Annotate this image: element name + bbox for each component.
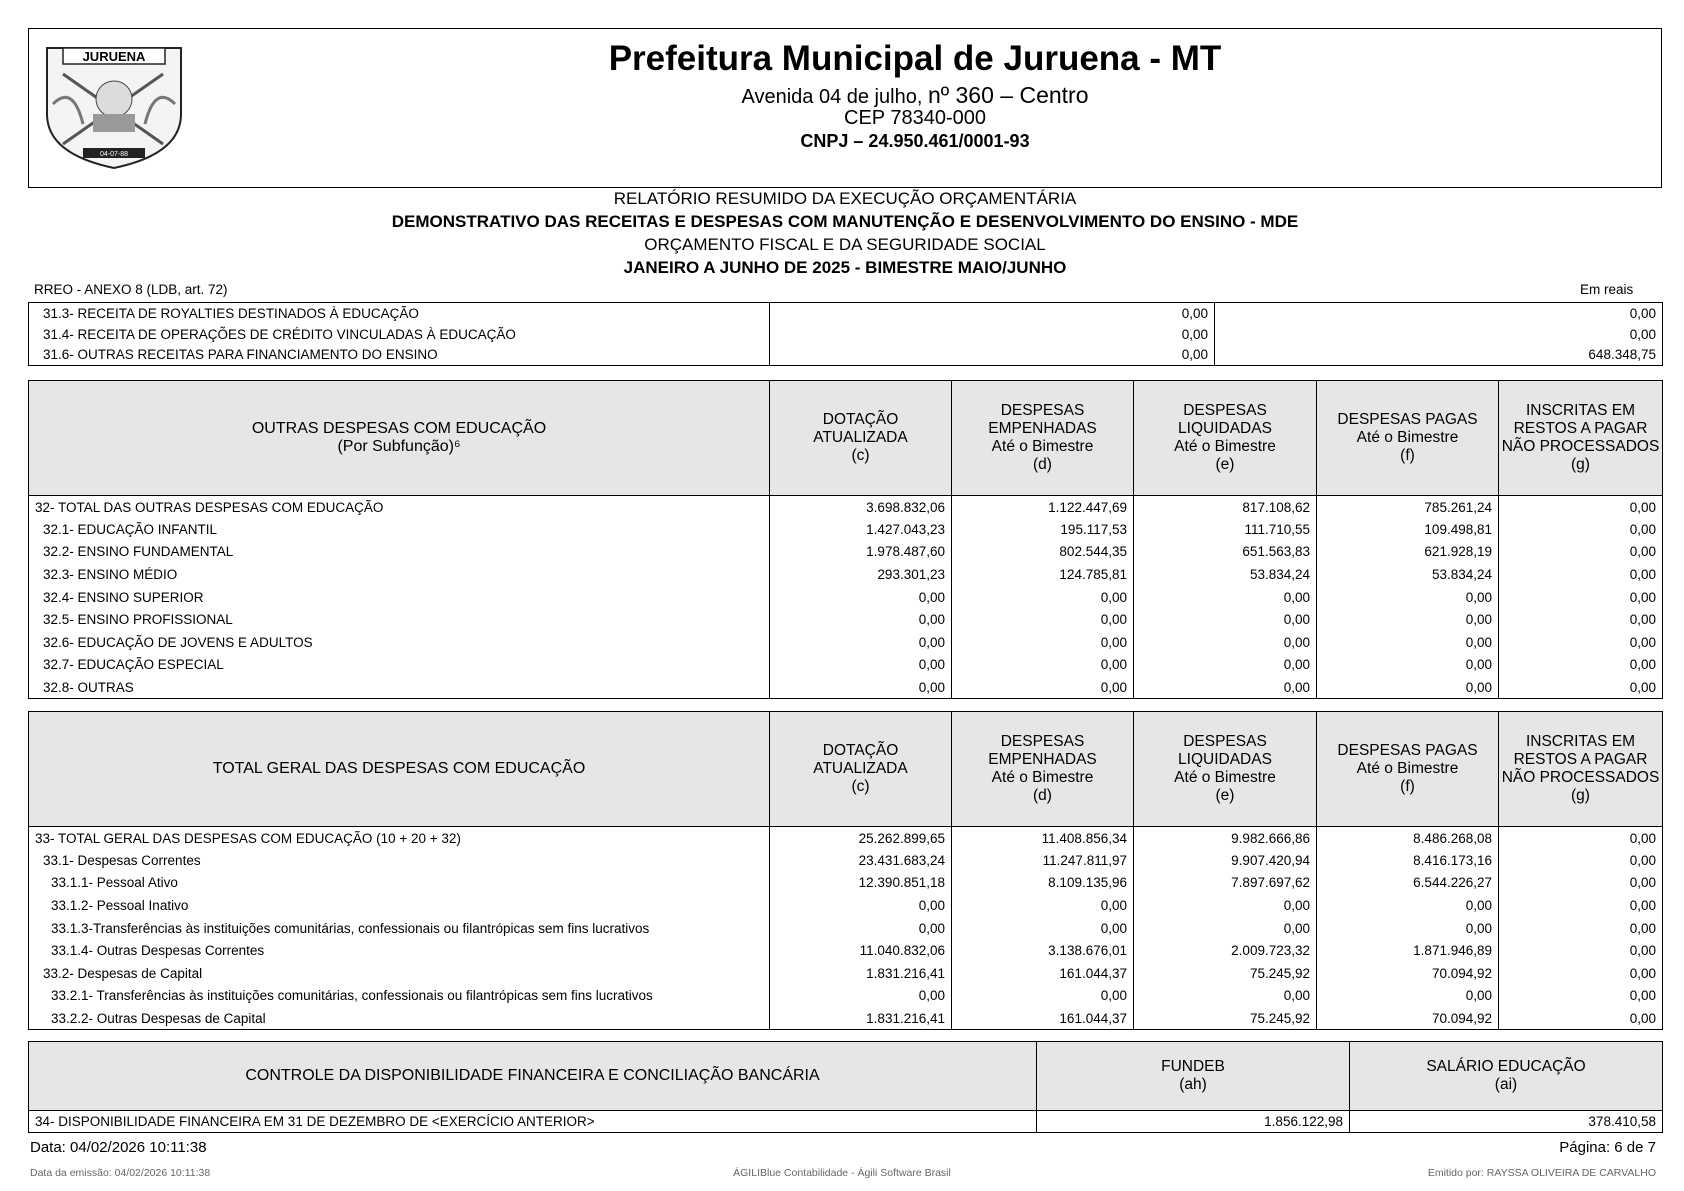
row-label: 33.2.1- Transferências às instituições comunitárias, confessionais ou filantrópicas sem fins lucrativos (51, 988, 653, 1004)
col-header-e: DESPESAS LIQUIDADAS Até o Bimestre (e) (1134, 381, 1317, 496)
other-expenses-title: OUTRAS DESPESAS COM EDUCAÇÃO (251, 420, 547, 437)
value-f: 70.094,92 (1317, 1007, 1499, 1030)
value-f: 0,00 (1317, 608, 1499, 631)
value-g: 0,00 (1499, 917, 1663, 940)
table-row (29, 1111, 1663, 1133)
fundeb-value: 1.856.122,98 (1037, 1111, 1350, 1133)
table-row (29, 962, 1663, 985)
revenue-row (29, 324, 1663, 345)
value-e: 75.245,92 (1134, 962, 1317, 985)
table-row (29, 518, 1663, 541)
table-row (29, 541, 1663, 564)
value-g: 0,00 (1499, 563, 1663, 586)
col-header-g: INSCRITAS EM RESTOS A PAGAR NÃO PROCESSADOS (g) (1499, 381, 1663, 496)
issued-by: Emitido por: RAYSSA OLIVEIRA DE CARVALHO (1427, 1167, 1656, 1179)
value-g: 0,00 (1499, 676, 1663, 699)
table-row (29, 872, 1663, 895)
table-row (29, 939, 1663, 962)
value-e: 111.710,55 (1134, 518, 1317, 541)
value-d: 0,00 (952, 608, 1134, 631)
other-expenses-subtitle: (Por Subfunção)⁶ (337, 438, 461, 455)
value-d: 0,00 (952, 586, 1134, 609)
revenue-table (28, 302, 1663, 366)
value-d: 0,00 (952, 894, 1134, 917)
value-d: 0,00 (952, 631, 1134, 654)
col-header-f: DESPESAS PAGAS Até o Bimestre (f) (1317, 712, 1499, 827)
row-label: 33.2.2- Outras Despesas de Capital (51, 1010, 266, 1026)
value-f: 1.871.946,89 (1317, 939, 1499, 962)
value-e: 0,00 (1134, 586, 1317, 609)
row-label: 33.1.2- Pessoal Inativo (51, 898, 189, 914)
address-street: Avenida 04 de julho, (741, 86, 928, 108)
value-f: 0,00 (1317, 586, 1499, 609)
value-c: 0,00 (770, 608, 952, 631)
address-line (29, 82, 1661, 109)
value-e: 0,00 (1134, 894, 1317, 917)
value-c: 0,00 (770, 631, 952, 654)
value-g: 0,00 (1499, 1007, 1663, 1030)
row-label: 32.1- EDUCAÇÃO INFANTIL (43, 521, 218, 537)
row-label: 31.4- RECEITA DE OPERAÇÕES DE CRÉDITO VINCULADAS À EDUCAÇÃO (43, 326, 516, 342)
row-label: 32.3- ENSINO MÉDIO (43, 567, 178, 583)
value-g: 0,00 (1499, 962, 1663, 985)
value-g: 0,00 (1499, 939, 1663, 962)
other-expenses-table (28, 380, 1663, 699)
value-e: 0,00 (1134, 654, 1317, 677)
value-f: 70.094,92 (1317, 962, 1499, 985)
value-c: 293.301,23 (770, 563, 952, 586)
value-e: 0,00 (1134, 917, 1317, 940)
value-g: 0,00 (1499, 827, 1663, 850)
address-number: nº 360 – Centro (927, 82, 1089, 108)
value-g: 0,00 (1499, 985, 1663, 1008)
col-header-c: DOTAÇÃO ATUALIZADA (c) (770, 381, 952, 496)
value-e: 0,00 (1134, 631, 1317, 654)
value-g: 0,00 (1499, 586, 1663, 609)
value-c: 1.427.043,23 (770, 518, 952, 541)
value-e: 75.245,92 (1134, 1007, 1317, 1030)
row-label: 31.6- OUTRAS RECEITAS PARA FINANCIAMENTO DO ENSINO (43, 347, 438, 363)
row-label: 33.1- Despesas Correntes (43, 852, 201, 868)
value-g: 0,00 (1499, 518, 1663, 541)
row-label: 34- DISPONIBILIDADE FINANCEIRA EM 31 DE DEZEMBRO DE <EXERCÍCIO ANTERIOR> (35, 1114, 595, 1129)
value-d: 161.044,37 (952, 1007, 1134, 1030)
col-header-fundeb: FUNDEB (ah) (1037, 1042, 1350, 1111)
col-header-salario-educacao: SALÁRIO EDUCAÇÃO (ai) (1350, 1042, 1663, 1111)
row-label: 32.7- EDUCAÇÃO ESPECIAL (43, 657, 224, 673)
value-e: 0,00 (1134, 985, 1317, 1008)
value-e: 651.563,83 (1134, 541, 1317, 564)
value-e: 0,00 (1134, 608, 1317, 631)
col-header-d: DESPESAS EMPENHADAS Até o Bimestre (d) (952, 381, 1134, 496)
value-c: 0,00 (770, 586, 952, 609)
value-g: 0,00 (1499, 849, 1663, 872)
value-c: 0,00 (770, 894, 952, 917)
value-c: 0,00 (770, 654, 952, 677)
value-c: 1.831.216,41 (770, 962, 952, 985)
value-g: 0,00 (1499, 496, 1663, 519)
value-f: 0,00 (1317, 917, 1499, 940)
value-e: 0,00 (1134, 676, 1317, 699)
row-value-1: 0,00 (770, 345, 1215, 366)
value-f: 8.416.173,16 (1317, 849, 1499, 872)
value-d: 0,00 (952, 676, 1134, 699)
row-label: 33.1.3-Transferências às instituições comunitárias, confessionais ou filantrópicas sem fins lucrativos (51, 920, 650, 936)
value-g: 0,00 (1499, 894, 1663, 917)
table-row (29, 985, 1663, 1008)
value-f: 0,00 (1317, 631, 1499, 654)
table-row (29, 827, 1663, 850)
report-subtitle: DEMONSTRATIVO DAS RECEITAS E DESPESAS COM MANUTENÇÃO E DESENVOLVIMENTO DO ENSINO - MDE (391, 212, 1299, 231)
software-credit: ÁGILIBlue Contabilidade - Ágili Software Brasil (733, 1167, 951, 1179)
revenue-row (29, 303, 1663, 324)
col-header-f: DESPESAS PAGAS Até o Bimestre (f) (1317, 381, 1499, 496)
value-d: 0,00 (952, 917, 1134, 940)
row-value-1: 0,00 (770, 303, 1215, 324)
row-label: 33.2- Despesas de Capital (43, 965, 203, 981)
value-d: 0,00 (952, 654, 1134, 677)
value-d: 3.138.676,01 (952, 939, 1134, 962)
table-row (29, 849, 1663, 872)
value-c: 25.262.899,65 (770, 827, 952, 850)
value-f: 6.544.226,27 (1317, 872, 1499, 895)
annex-label: RREO - ANEXO 8 (LDB, art. 72) (34, 282, 228, 297)
value-d: 124.785,81 (952, 563, 1134, 586)
value-f: 785.261,24 (1317, 496, 1499, 519)
report-period: JANEIRO A JUNHO DE 2025 - BIMESTRE MAIO/JUNHO (623, 258, 1067, 277)
value-c: 0,00 (770, 985, 952, 1008)
emission-date: Data da emissão: 04/02/2026 10:11:38 (30, 1167, 211, 1179)
col-header-g: INSCRITAS EM RESTOS A PAGAR NÃO PROCESSADOS (g) (1499, 712, 1663, 827)
value-f: 0,00 (1317, 985, 1499, 1008)
col-header-c: DOTAÇÃO ATUALIZADA (c) (770, 712, 952, 827)
print-date: Data: 04/02/2026 10:11:38 (30, 1139, 207, 1156)
table-row (29, 563, 1663, 586)
total-expenses-table (28, 711, 1663, 1030)
total-expenses-header: TOTAL GERAL DAS DESPESAS COM EDUCAÇÃO (29, 712, 770, 827)
value-e: 7.897.697,62 (1134, 872, 1317, 895)
value-f: 8.486.268,08 (1317, 827, 1499, 850)
table-row (29, 496, 1663, 519)
unit-label: Em reais (1580, 282, 1634, 297)
table-row (29, 608, 1663, 631)
value-f: 0,00 (1317, 894, 1499, 917)
value-g: 0,00 (1499, 872, 1663, 895)
table-row (29, 894, 1663, 917)
value-d: 195.117,53 (952, 518, 1134, 541)
value-c: 3.698.832,06 (770, 496, 952, 519)
table-row (29, 1007, 1663, 1030)
value-e: 9.982.666,86 (1134, 827, 1317, 850)
value-c: 1.978.487,60 (770, 541, 952, 564)
row-label: 33.1.4- Outras Despesas Correntes (51, 943, 265, 959)
row-label: 33.1.1- Pessoal Ativo (51, 875, 178, 891)
value-e: 9.907.420,94 (1134, 849, 1317, 872)
financial-control-table (28, 1041, 1663, 1133)
row-label: 32- TOTAL DAS OUTRAS DESPESAS COM EDUCAÇÃO (35, 499, 384, 515)
table-row (29, 917, 1663, 940)
value-g: 0,00 (1499, 608, 1663, 631)
value-f: 0,00 (1317, 654, 1499, 677)
row-label: 32.4- ENSINO SUPERIOR (43, 589, 204, 605)
value-d: 11.247.811,97 (952, 849, 1134, 872)
page-number: Página: 6 de 7 (1559, 1139, 1656, 1156)
row-value-2: 0,00 (1215, 324, 1663, 345)
salario-educacao-value: 378.410,58 (1350, 1111, 1663, 1133)
value-c: 23.431.683,24 (770, 849, 952, 872)
value-c: 12.390.851,18 (770, 872, 952, 895)
org-name: Prefeitura Municipal de Juruena - MT (608, 39, 1222, 78)
value-e: 817.108,62 (1134, 496, 1317, 519)
row-label: 32.5- ENSINO PROFISSIONAL (43, 612, 233, 628)
letterhead (28, 28, 1662, 188)
table-row (29, 631, 1663, 654)
value-g: 0,00 (1499, 631, 1663, 654)
table-row (29, 654, 1663, 677)
control-header: CONTROLE DA DISPONIBILIDADE FINANCEIRA E CONCILIAÇÃO BANCÁRIA (29, 1042, 1037, 1111)
value-f: 621.928,19 (1317, 541, 1499, 564)
value-g: 0,00 (1499, 654, 1663, 677)
value-f: 109.498,81 (1317, 518, 1499, 541)
value-c: 0,00 (770, 676, 952, 699)
report-title: RELATÓRIO RESUMIDO DA EXECUÇÃO ORÇAMENTÁRIA (613, 189, 1077, 208)
revenue-row (29, 345, 1663, 366)
value-f: 53.834,24 (1317, 563, 1499, 586)
table-row (29, 676, 1663, 699)
row-label: 32.6- EDUCAÇÃO DE JOVENS E ADULTOS (43, 634, 313, 650)
table-row (29, 586, 1663, 609)
value-e: 2.009.723,32 (1134, 939, 1317, 962)
row-value-1: 0,00 (770, 324, 1215, 345)
row-label: 32.8- OUTRAS (43, 679, 134, 695)
row-label: 33- TOTAL GERAL DAS DESPESAS COM EDUCAÇÃO (10 + 20 + 32) (35, 830, 461, 846)
other-expenses-header (29, 381, 770, 496)
report-budget: ORÇAMENTO FISCAL E DA SEGURIDADE SOCIAL (644, 235, 1046, 254)
value-c: 1.831.216,41 (770, 1007, 952, 1030)
value-d: 802.544,35 (952, 541, 1134, 564)
row-value-2: 0,00 (1215, 303, 1663, 324)
row-label: 32.2- ENSINO FUNDAMENTAL (43, 544, 234, 560)
row-value-2: 648.348,75 (1215, 345, 1663, 366)
value-d: 161.044,37 (952, 962, 1134, 985)
col-header-e: DESPESAS LIQUIDADAS Até o Bimestre (e) (1134, 712, 1317, 827)
logo-date: 04-07-88 (99, 151, 129, 158)
value-g: 0,00 (1499, 541, 1663, 564)
value-d: 8.109.135,96 (952, 872, 1134, 895)
cep-line: CEP 78340-000 (844, 107, 986, 129)
value-d: 1.122.447,69 (952, 496, 1134, 519)
value-f: 0,00 (1317, 676, 1499, 699)
value-d: 0,00 (952, 985, 1134, 1008)
col-header-d: DESPESAS EMPENHADAS Até o Bimestre (d) (952, 712, 1134, 827)
logo-text: JURUENA (82, 49, 146, 64)
row-label: 31.3- RECEITA DE ROYALTIES DESTINADOS À EDUCAÇÃO (43, 305, 419, 321)
cnpj-line: CNPJ – 24.950.461/0001-93 (800, 131, 1030, 151)
value-e: 53.834,24 (1134, 563, 1317, 586)
value-c: 11.040.832,06 (770, 939, 952, 962)
value-c: 0,00 (770, 917, 952, 940)
value-d: 11.408.856,34 (952, 827, 1134, 850)
